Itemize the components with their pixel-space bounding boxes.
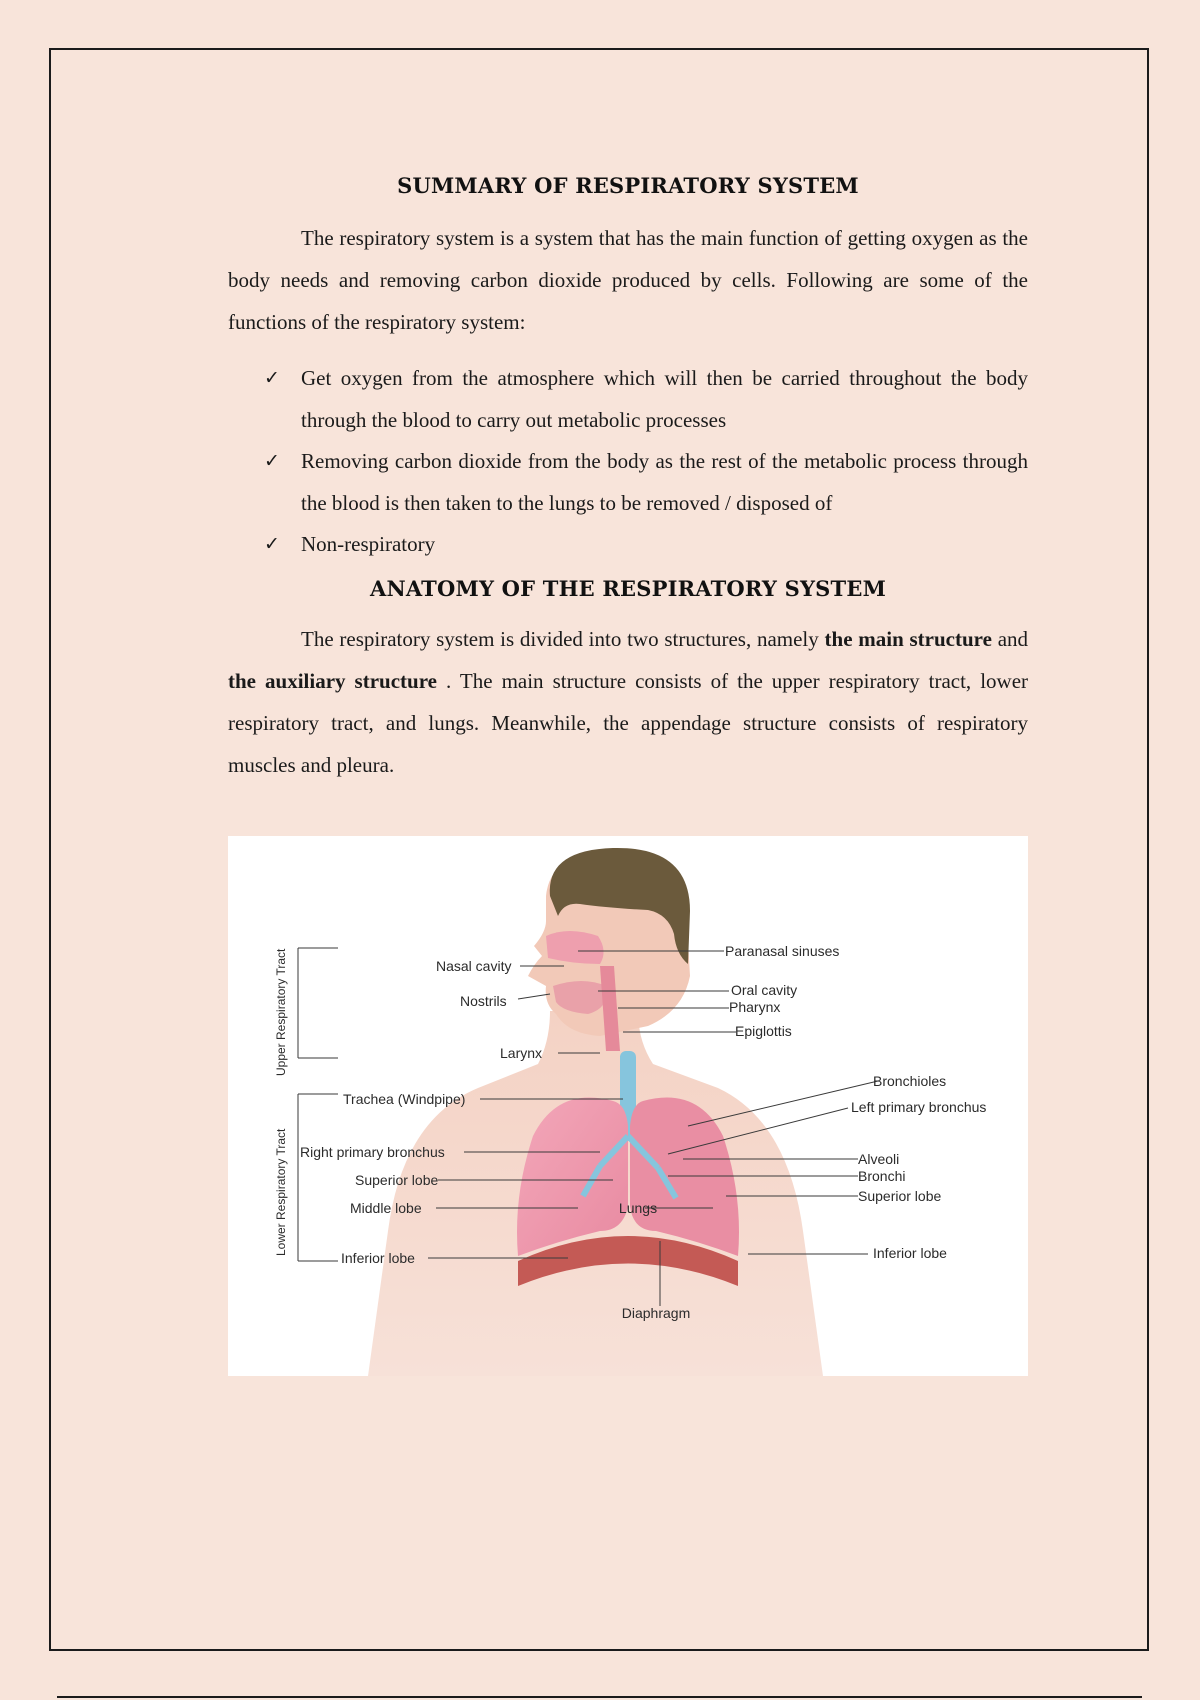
lower-tract-bracket <box>298 1094 338 1261</box>
checkmark-icon: ✓ <box>264 450 280 472</box>
label-larynx: Larynx <box>500 1045 543 1061</box>
label-superior-lobe-left: Superior lobe <box>355 1172 439 1188</box>
anatomy-text-end: . The main structure consists of the upper respiratory tract, lower respiratory tract, and lungs. Meanwhile, the appendage structure consists of respiratory muscles and pleura. <box>228 668 1029 777</box>
anatomy-text-mid: and <box>997 626 1029 651</box>
footer-rule <box>57 1696 1142 1698</box>
label-nostrils: Nostrils <box>460 993 507 1009</box>
anatomy-paragraph <box>228 618 1028 786</box>
nasal-cavity-shape <box>546 931 604 964</box>
function-text: Get oxygen from the atmosphere which will then be carried throughout the body through the blood to carry out metabolic processes <box>301 366 1028 432</box>
label-inferior-lobe-left: Inferior lobe <box>341 1250 415 1266</box>
lower-tract-label: Lower Respiratory Tract <box>274 1128 288 1256</box>
anatomy-text-start: The respiratory system is divided into two structures, namely <box>301 626 819 651</box>
label-trachea: Trachea (Windpipe) <box>343 1091 466 1107</box>
function-text: Removing carbon dioxide from the body as the rest of the metabolic process through the blood is then taken to the lungs to be removed / disposed of <box>301 449 1028 515</box>
label-left-primary-bronchus: Left primary bronchus <box>851 1099 987 1115</box>
label-bronchi: Bronchi <box>858 1168 906 1184</box>
upper-tract-label: Upper Respiratory Tract <box>274 948 288 1076</box>
label-inferior-lobe-right: Inferior lobe <box>873 1245 947 1261</box>
functions-list <box>228 358 1028 566</box>
checkmark-icon: ✓ <box>264 533 280 555</box>
anatomy-illustration <box>228 836 1028 1376</box>
label-epiglottis: Epiglottis <box>735 1023 792 1039</box>
label-diaphragm: Diaphragm <box>621 1305 691 1321</box>
label-nasal-cavity: Nasal cavity <box>436 958 512 974</box>
label-middle-lobe: Middle lobe <box>350 1200 422 1216</box>
function-text: Non-respiratory <box>301 532 436 556</box>
upper-tract-bracket <box>298 948 338 1058</box>
list-item <box>228 524 1028 566</box>
anatomy-bold-auxiliary-structure: the auxiliary structure <box>228 668 437 693</box>
label-bronchioles: Bronchioles <box>873 1073 947 1089</box>
anatomy-bold-main-structure: the main structure <box>824 626 992 651</box>
label-alveoli: Alveoli <box>858 1151 900 1167</box>
label-lungs: Lungs <box>618 1200 658 1216</box>
label-right-primary-bronchus: Right primary bronchus <box>300 1144 445 1160</box>
checkmark-icon: ✓ <box>264 367 280 389</box>
document-body <box>228 168 1028 786</box>
list-item <box>228 358 1028 441</box>
anatomy-heading: ANATOMY OF THE RESPIRATORY SYSTEM <box>369 575 887 601</box>
label-pharynx: Pharynx <box>729 999 781 1015</box>
list-item <box>228 441 1028 524</box>
label-superior-lobe-right: Superior lobe <box>858 1188 942 1204</box>
label-paranasal-sinuses: Paranasal sinuses <box>725 943 840 959</box>
summary-heading: SUMMARY OF RESPIRATORY SYSTEM <box>397 173 859 198</box>
summary-paragraph: The respiratory system is a system that has the main function of getting oxygen as the body needs and removing carbon dioxide produced by cells. Following are some of the functions of the respiratory system: <box>228 226 1028 334</box>
label-oral-cavity: Oral cavity <box>731 982 798 998</box>
respiratory-diagram <box>228 836 1028 1376</box>
